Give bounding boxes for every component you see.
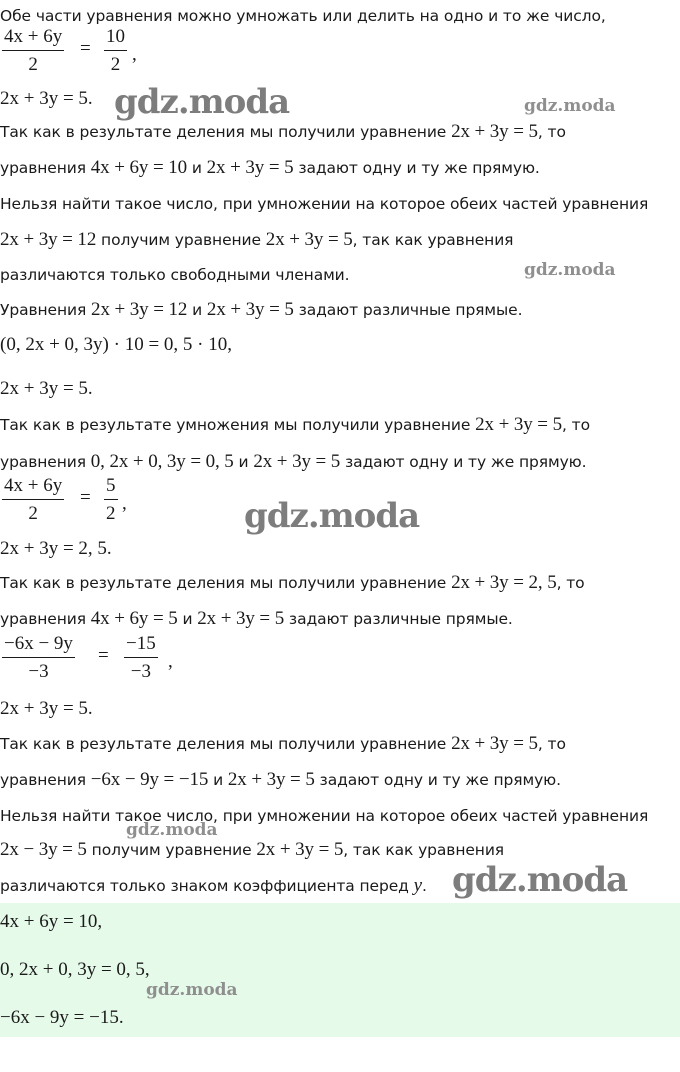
math-inline: −6x − 9y = −15 [90,769,209,790]
equation-line: 2x + 3y = 5. [0,378,93,399]
text-segment: Так как в результате деления мы получили уравнение [0,735,452,753]
text-segment: и [177,610,198,628]
math-inline: 2x + 3y = 5 [256,839,344,860]
answer-line: −6x − 9y = −15. [0,1007,124,1028]
text-line [0,230,513,250]
watermark: gdz.moda [524,260,616,280]
text-segment: уравнения [0,771,91,789]
text-segment: Так как в результате умножения мы получили уравнение [0,416,476,434]
text-segment: и [187,159,207,177]
text-line [0,158,540,178]
denominator: 2 [106,503,116,524]
math-inline: 2x + 3y = 2, 5 [451,572,557,593]
fraction-bar [2,499,64,500]
watermark: gdz.moda [146,980,238,1000]
numerator: 10 [106,26,125,47]
text-segment: и [233,453,254,471]
math-inline: 2x + 3y = 5 [206,299,294,320]
text-segment: задают одну и ту же прямую. [314,771,561,789]
answer-block [0,903,680,1037]
answer-line: 4x + 6y = 10, [0,911,103,932]
watermark: gdz.moda [524,96,616,116]
math-inline: 2x + 3y = 12 [0,229,97,250]
equals-sign: = [80,487,91,508]
text-segment: , так как уравнения [352,231,514,249]
fraction-rhs [104,475,118,525]
text-line [0,452,586,472]
watermark: gdz.moda [244,496,420,536]
text-segment: уравнения [0,159,91,177]
text-line [0,122,566,142]
text-segment: получим уравнение [96,231,266,249]
fraction-bar [104,50,127,51]
math-inline: 2x + 3y = 5 [451,733,538,754]
comma: , [132,44,137,65]
comma: , [168,651,173,672]
numerator: 4x + 6y [4,26,63,47]
comma: , [122,493,127,514]
math-inline: 2x + 3y = 5 [227,769,315,790]
answer-line: 0, 2x + 0, 3y = 0, 5, [0,959,150,980]
equation-line: 2x + 3y = 5. [0,88,93,109]
text-line [0,876,427,896]
numerator: 5 [106,475,116,496]
text-segment: различаются только знаком коэффициента перед [0,877,414,895]
fraction-bar [104,499,118,500]
equals-sign: = [98,645,109,666]
text-line [0,573,585,593]
watermark: gdz.moda [452,860,628,900]
text-segment: и [187,301,207,319]
math-inline: 2x + 3y = 5 [197,608,285,629]
fraction-lhs [2,633,75,683]
text-segment: задают различные прямые. [284,610,513,628]
math-inline: 2x + 3y = 5 [475,414,562,435]
numerator: 4x + 6y [4,475,63,496]
math-inline: 2x + 3y = 5 [206,157,294,178]
numerator: −6x − 9y [4,633,73,654]
fraction-rhs [104,26,127,76]
math-inline: 2x + 3y = 5 [253,451,341,472]
text-segment: , то [561,416,590,434]
text-line [0,734,566,754]
equation-line: (0, 2x + 0, 3y) · 10 = 0, 5 · 10, [0,334,232,355]
text-segment: получим уравнение [86,841,257,859]
text-segment: , так как уравнения [343,841,505,859]
text-segment: , то [556,574,585,592]
math-inline: 2x + 3y = 5 [451,121,538,142]
text-line [0,415,590,435]
fraction-lhs [2,475,64,525]
text-segment: Так как в результате деления мы получили уравнение [0,574,452,592]
denominator: 2 [28,503,38,524]
fraction-rhs [124,633,158,683]
math-inline: 2x − 3y = 5 [0,839,87,860]
numerator: −15 [126,633,156,654]
math-inline: y [413,875,422,896]
math-inline: 0, 2x + 0, 3y = 0, 5 [90,451,234,472]
fraction-bar [2,50,64,51]
math-inline: 2x + 3y = 5 [265,229,353,250]
text-segment: задают одну и ту же прямую. [340,453,587,471]
text-segment: задают различные прямые. [293,301,523,319]
equals-sign: = [80,38,91,59]
text-line [0,609,513,629]
denominator: −3 [28,661,49,682]
fraction-lhs [2,26,64,76]
denominator: 2 [110,54,121,75]
text-segment: . [421,877,427,895]
denominator: −3 [130,661,151,682]
text-line: различаются только свободными членами. [0,266,350,284]
text-line: Обе части уравнения можно умножать или делить на одно и то же число, [0,7,606,25]
text-line: Нельзя найти такое число, при умножении на которое обеих частей уравнения [0,195,649,213]
text-segment: уравнения [0,610,91,628]
text-line [0,770,561,790]
math-inline: 2x + 3y = 12 [91,299,188,320]
equation-line: 2x + 3y = 5. [0,698,93,719]
text-line [0,840,504,860]
text-segment: Уравнения [0,301,92,319]
math-inline: 4x + 6y = 5 [90,608,178,629]
text-segment: уравнения [0,453,91,471]
text-segment: , то [537,735,566,753]
math-inline: 4x + 6y = 10 [90,157,188,178]
text-segment: и [208,771,228,789]
fraction-bar [124,657,158,658]
watermark: gdz.moda [126,820,218,840]
text-line: Нельзя найти такое число, при умножении на которое обеих частей уравнения [0,807,649,825]
text-segment: задают одну и ту же прямую. [293,159,540,177]
watermark: gdz.moda [114,82,290,122]
fraction-bar [2,657,75,658]
text-line [0,300,522,320]
text-segment: , то [537,123,566,141]
denominator: 2 [28,54,38,75]
equation-line: 2x + 3y = 2, 5. [0,538,112,559]
text-segment: Так как в результате деления мы получили уравнение [0,123,452,141]
